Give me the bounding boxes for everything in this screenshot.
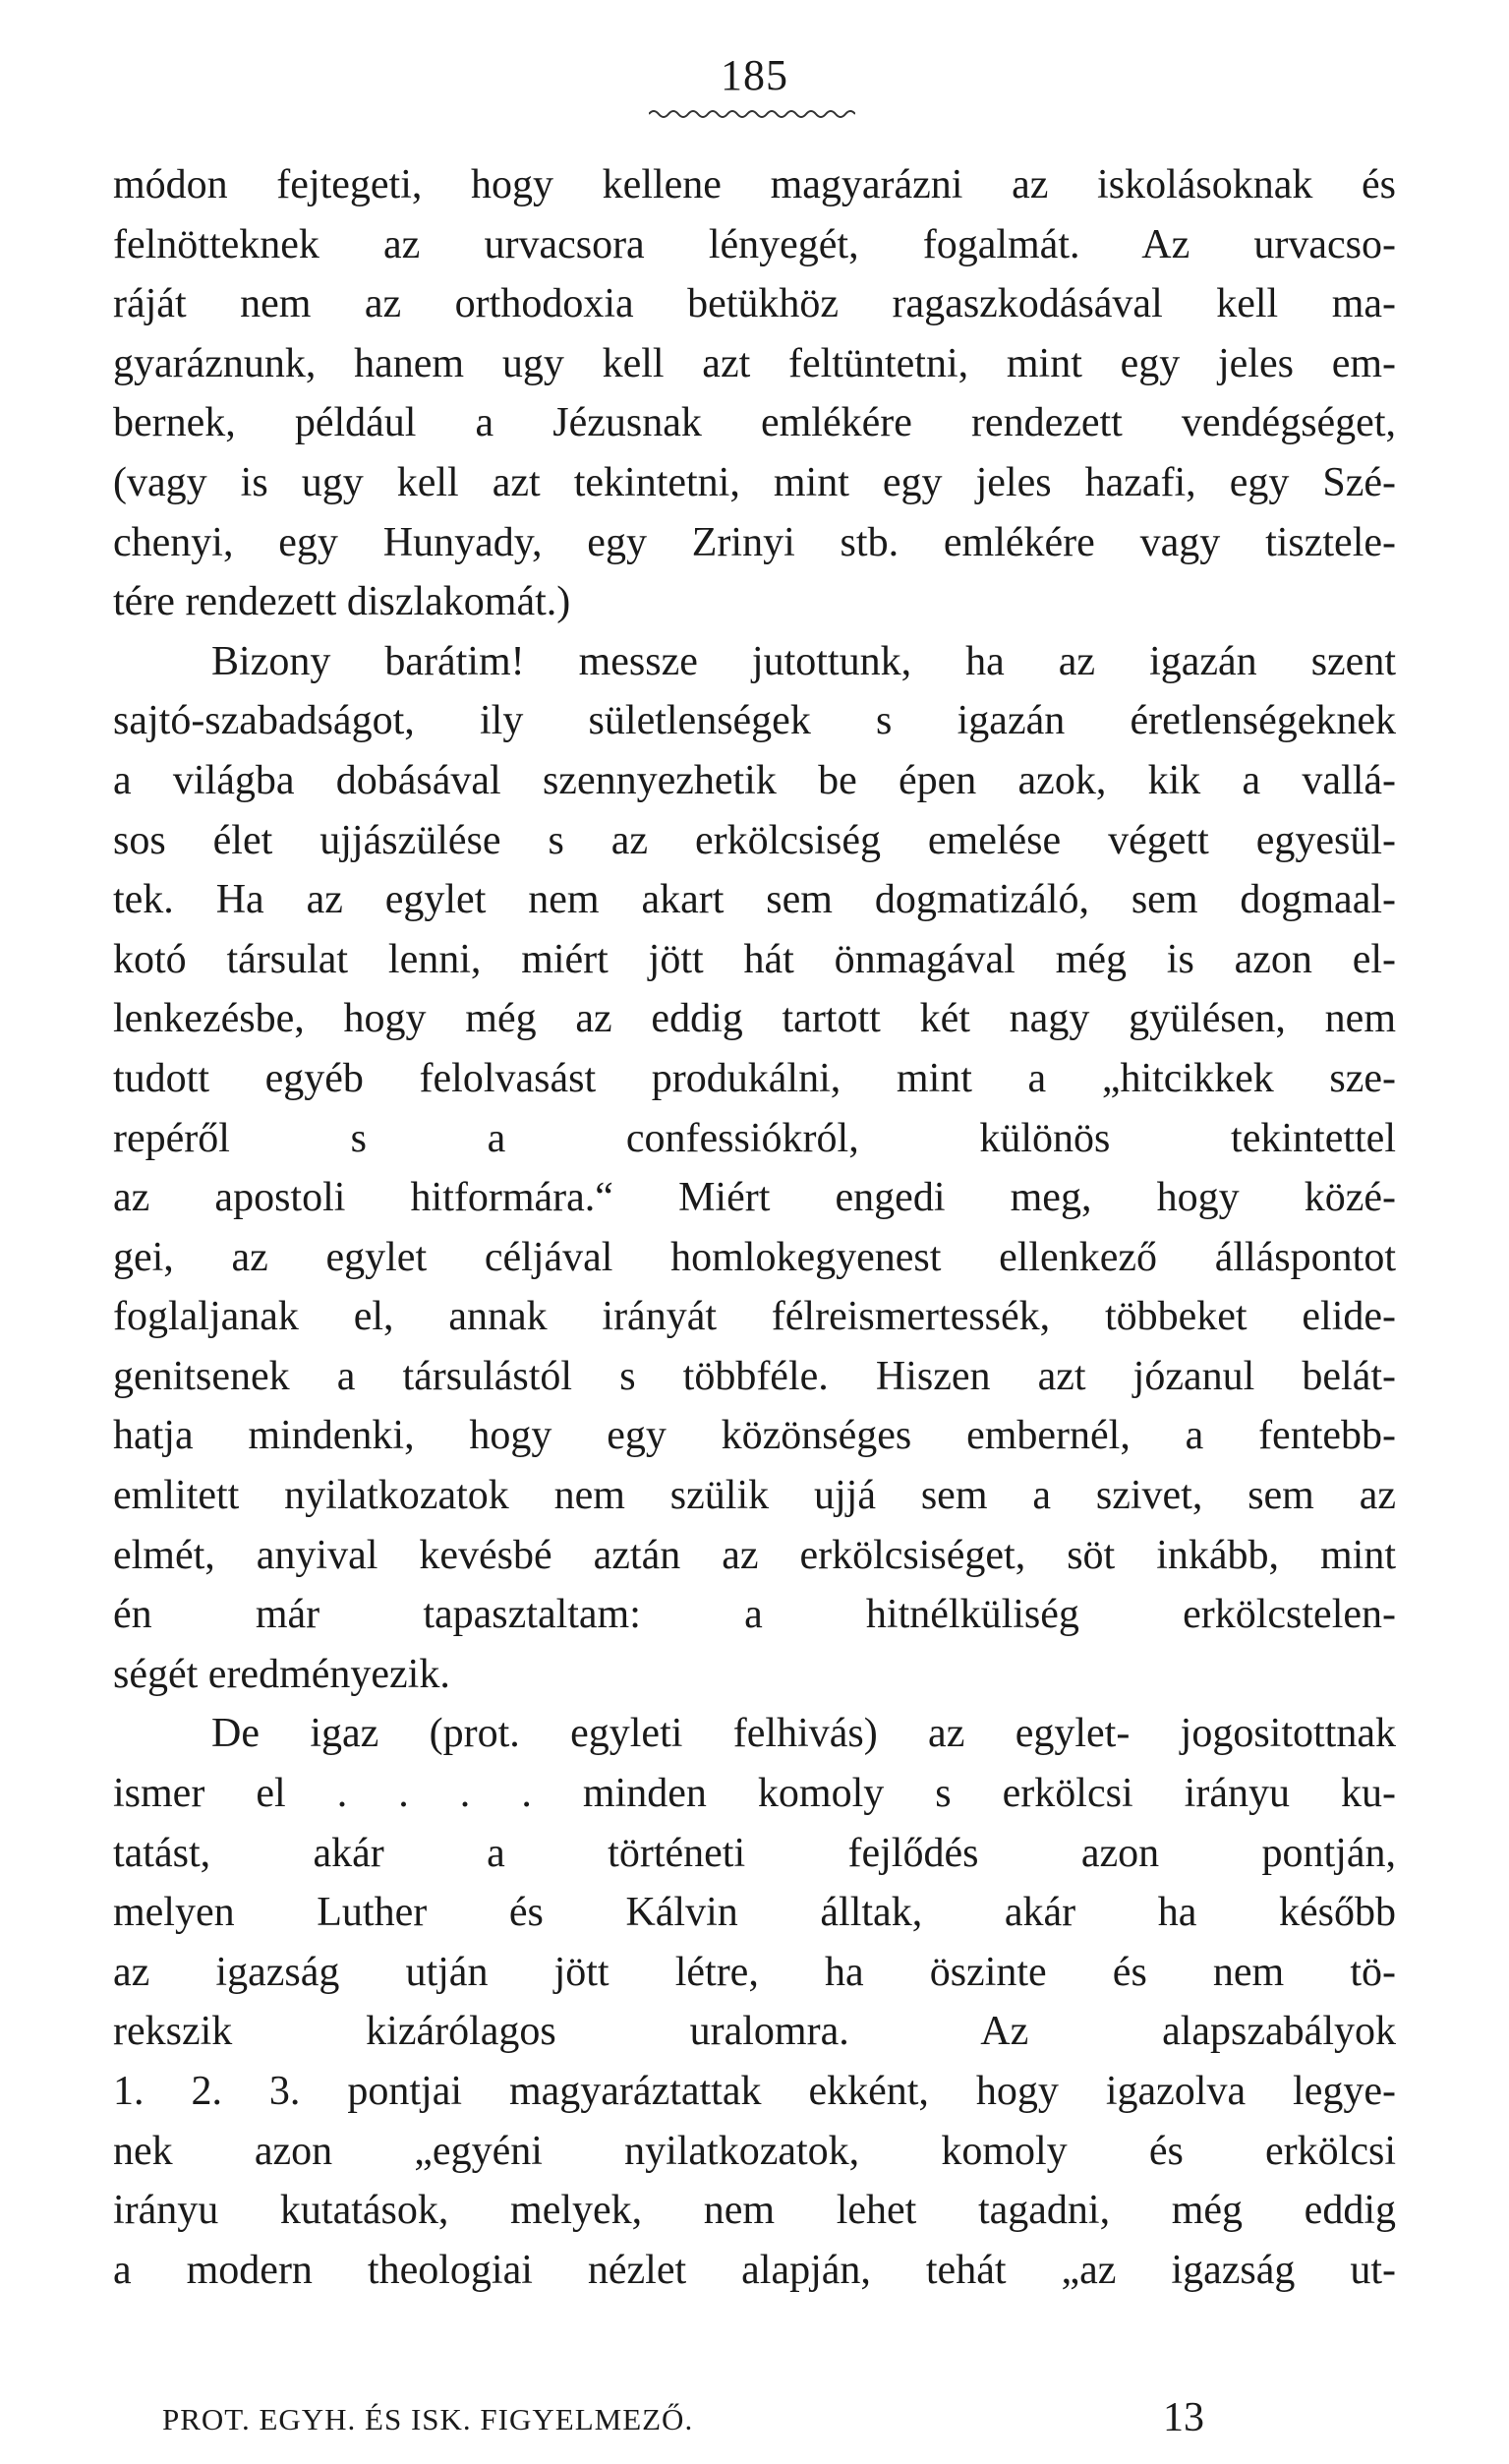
text-line: (vagy is ugy kell azt tekintetni, mint egy jeles hazafi, egy Szé-: [113, 459, 1396, 505]
text-line: genitsenek a társulástól s többféle. Hiszen azt józanul belát-: [113, 1353, 1396, 1399]
text-line: chenyi, egy Hunyady, egy Zrinyi stb. emlékére vagy tisztele-: [113, 519, 1396, 565]
text-line: melyen Luther és Kálvin álltak, akár ha később: [113, 1890, 1396, 1936]
text-line: ségét eredményezik.: [113, 1651, 450, 1697]
page-footer: [162, 2394, 1204, 2443]
decorative-rule: [649, 106, 855, 122]
text-line: a világba dobásával szennyezhetik be épen azok, kik a vallá-: [113, 757, 1396, 803]
text-line: az apostoli hitformára.“ Miért engedi meg, hogy közé-: [113, 1175, 1396, 1221]
text-line: repéről s a confessiókról, különös tekintettel: [113, 1115, 1396, 1161]
text-line: rekszik kizárólagos uralomra. Az alapszabályok: [113, 2009, 1396, 2055]
text-line: tudott egyéb felolvasást produkálni, mint a „hitcikkek sze-: [113, 1055, 1396, 1101]
page-number: 185: [721, 51, 788, 99]
text-line: 1. 2. 3. pontjai magyaráztattak ekként, hogy igazolva legye-: [113, 2069, 1396, 2114]
text-line: bernek, például a Jézusnak emlékére rendezett vendégséget,: [113, 400, 1396, 446]
paragraph-start: De igaz (prot. egyleti felhivás) az egylet- jogositottnak: [211, 1711, 1396, 1757]
text-line: lenkezésbe, hogy még az eddig tartott két nagy gyülésen, nem: [113, 996, 1396, 1042]
text-line: gei, az egylet céljával homlokegyenest ellenkező álláspontot: [113, 1234, 1396, 1280]
text-line: irányu kutatások, melyek, nem lehet tagadni, még eddig: [113, 2188, 1396, 2234]
text-line: gyaráznunk, hanem ugy kell azt feltüntetni, mint egy jeles em-: [113, 340, 1396, 386]
signature-mark: 13: [1163, 2395, 1204, 2440]
body-text: [113, 155, 1396, 2300]
paragraph-start: Bizony barátim! messze jutottunk, ha az igazán szent: [211, 638, 1396, 684]
text-line: tére rendezett diszlakomát.): [113, 579, 571, 625]
text-line: az igazság utján jött létre, ha öszinte és nem tö-: [113, 1949, 1396, 1995]
text-line: elmét, anyival kevésbé aztán az erkölcsiséget, söt inkább, mint: [113, 1532, 1396, 1578]
text-line: hatja mindenki, hogy egy közönséges embernél, a fentebb-: [113, 1413, 1396, 1459]
text-line: ráját nem az orthodoxia betükhöz ragaszkodásával kell ma-: [113, 281, 1396, 327]
text-line: én már tapasztaltam: a hitnélküliség erkölcstelen-: [113, 1592, 1396, 1638]
text-line: foglaljanak el, annak irányát félreismertessék, többeket elide-: [113, 1294, 1396, 1340]
text-line: ismer el . . . . minden komoly s erkölcsi irányu ku-: [113, 1771, 1396, 1817]
text-line: emlitett nyilatkozatok nem szülik ujjá sem a szivet, sem az: [113, 1473, 1396, 1519]
text-line: nek azon „egyéni nyilatkozatok, komoly és erkölcsi: [113, 2128, 1396, 2174]
text-line: kotó társulat lenni, miért jött hát önmagával még is azon el-: [113, 936, 1396, 982]
text-line: a modern theologiai nézlet alapján, tehát „az igazság ut-: [113, 2247, 1396, 2293]
text-line: sajtó-szabadságot, ily sületlenségek s igazán éretlenségeknek: [113, 698, 1396, 744]
text-line: módon fejtegeti, hogy kellene magyarázni az iskolásoknak és: [113, 162, 1396, 207]
journal-title: PROT. EGYH. ÉS ISK. FIGYELMEZŐ.: [162, 2402, 694, 2436]
text-line: tatást, akár a történeti fejlődés azon pontján,: [113, 1830, 1396, 1876]
text-line: tek. Ha az egylet nem akart sem dogmatizáló, sem dogmaal-: [113, 877, 1396, 923]
text-line: felnötteknek az urvacsora lényegét, fogalmát. Az urvacso-: [113, 221, 1396, 267]
text-line: sos élet ujjászülése s az erkölcsiség emelése végett egyesül-: [113, 817, 1396, 863]
